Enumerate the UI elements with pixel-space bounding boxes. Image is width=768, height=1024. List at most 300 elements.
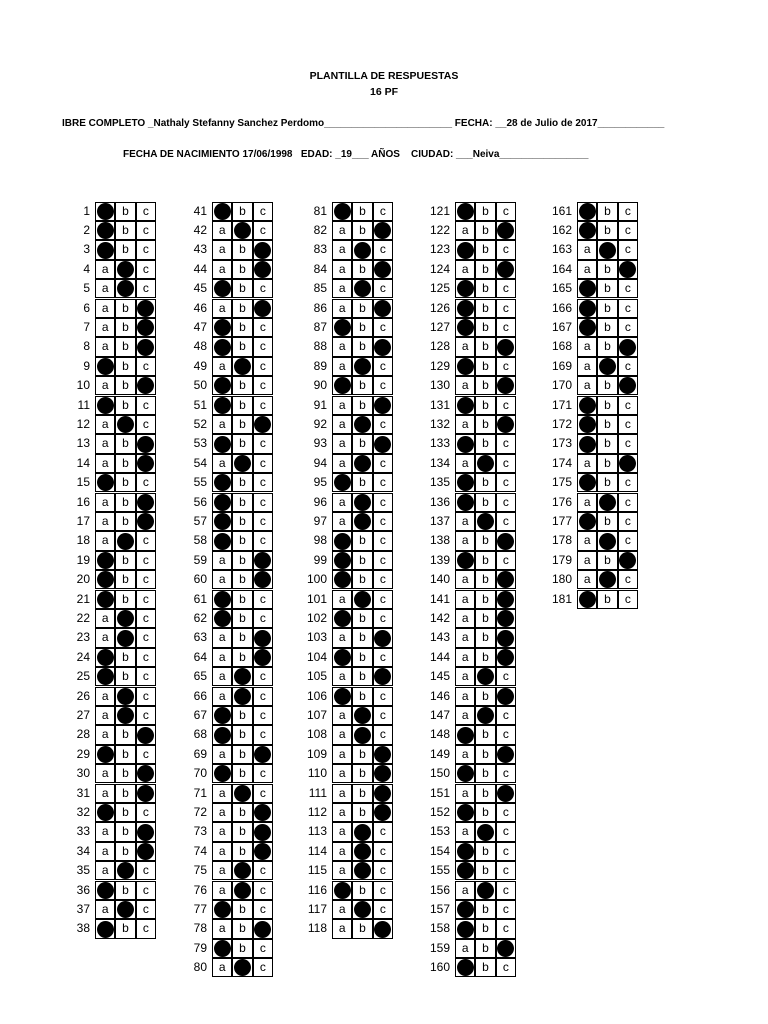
option-cell-a[interactable]: a <box>332 337 352 356</box>
option-cell-b[interactable]: b <box>352 745 372 764</box>
option-cell-b[interactable]: b <box>232 260 252 279</box>
option-cell-b[interactable]: b <box>115 454 135 473</box>
option-cell-a[interactable]: a <box>212 260 232 279</box>
option-cell-c[interactable]: c <box>253 434 273 453</box>
option-cell-b[interactable]: b <box>115 299 135 318</box>
option-cell-b[interactable]: b <box>352 473 372 492</box>
option-cell-c[interactable]: c <box>496 434 516 453</box>
option-cell-c[interactable]: c <box>136 279 156 298</box>
option-cell-b[interactable]: b <box>115 803 135 822</box>
option-cell-c[interactable]: c <box>253 376 273 395</box>
option-cell-b[interactable]: b <box>232 628 252 647</box>
option-cell-a[interactable]: a <box>455 939 475 958</box>
option-cell-b[interactable]: b <box>115 842 135 861</box>
option-cell-c[interactable]: c <box>136 415 156 434</box>
option-cell-a[interactable]: a <box>95 493 115 512</box>
option-cell-c[interactable]: c <box>496 900 516 919</box>
option-cell-b[interactable]: b <box>352 551 372 570</box>
option-cell-b[interactable]: b <box>352 803 372 822</box>
option-cell-a[interactable]: a <box>332 919 352 938</box>
option-cell-c[interactable]: c <box>496 842 516 861</box>
option-cell-a[interactable]: a <box>212 415 232 434</box>
option-cell-c[interactable]: c <box>136 260 156 279</box>
option-cell-a[interactable]: a <box>332 279 352 298</box>
option-cell-a[interactable]: a <box>212 803 232 822</box>
option-cell-a[interactable]: a <box>332 493 352 512</box>
option-cell-c[interactable]: c <box>136 628 156 647</box>
option-cell-b[interactable]: b <box>232 648 252 667</box>
option-cell-c[interactable]: c <box>373 415 393 434</box>
option-cell-a[interactable]: a <box>332 299 352 318</box>
option-cell-a[interactable]: a <box>95 822 115 841</box>
option-cell-b[interactable]: b <box>475 473 495 492</box>
option-cell-a[interactable]: a <box>212 357 232 376</box>
option-cell-b[interactable]: b <box>352 881 372 900</box>
option-cell-c[interactable]: c <box>496 202 516 221</box>
option-cell-a[interactable]: a <box>332 803 352 822</box>
option-cell-c[interactable]: c <box>136 900 156 919</box>
option-cell-a[interactable]: a <box>332 725 352 744</box>
option-cell-c[interactable]: c <box>496 299 516 318</box>
option-cell-c[interactable]: c <box>618 590 638 609</box>
option-cell-b[interactable]: b <box>115 881 135 900</box>
option-cell-c[interactable]: c <box>136 551 156 570</box>
option-cell-a[interactable]: a <box>577 337 597 356</box>
option-cell-b[interactable]: b <box>352 318 372 337</box>
option-cell-a[interactable]: a <box>332 357 352 376</box>
option-cell-c[interactable]: c <box>373 900 393 919</box>
option-cell-b[interactable]: b <box>597 551 617 570</box>
option-cell-c[interactable]: c <box>253 473 273 492</box>
option-cell-c[interactable]: c <box>496 822 516 841</box>
option-cell-b[interactable]: b <box>115 919 135 938</box>
option-cell-b[interactable]: b <box>232 919 252 938</box>
option-cell-c[interactable]: c <box>253 958 273 977</box>
option-cell-c[interactable]: c <box>373 454 393 473</box>
option-cell-a[interactable]: a <box>455 706 475 725</box>
option-cell-b[interactable]: b <box>115 725 135 744</box>
option-cell-b[interactable]: b <box>115 357 135 376</box>
option-cell-a[interactable]: a <box>577 493 597 512</box>
option-cell-c[interactable]: c <box>618 279 638 298</box>
option-cell-c[interactable]: c <box>373 279 393 298</box>
option-cell-c[interactable]: c <box>618 221 638 240</box>
option-cell-a[interactable]: a <box>332 861 352 880</box>
option-cell-c[interactable]: c <box>136 396 156 415</box>
option-cell-b[interactable]: b <box>475 958 495 977</box>
option-cell-a[interactable]: a <box>577 376 597 395</box>
option-cell-c[interactable]: c <box>496 512 516 531</box>
option-cell-c[interactable]: c <box>618 473 638 492</box>
option-cell-a[interactable]: a <box>455 667 475 686</box>
option-cell-b[interactable]: b <box>352 784 372 803</box>
option-cell-b[interactable]: b <box>475 609 495 628</box>
option-cell-c[interactable]: c <box>253 725 273 744</box>
option-cell-a[interactable]: a <box>455 628 475 647</box>
option-cell-c[interactable]: c <box>618 493 638 512</box>
option-cell-b[interactable]: b <box>232 240 252 259</box>
option-cell-a[interactable]: a <box>212 881 232 900</box>
option-cell-a[interactable]: a <box>212 745 232 764</box>
option-cell-a[interactable]: a <box>455 784 475 803</box>
option-cell-a[interactable]: a <box>577 551 597 570</box>
option-cell-c[interactable]: c <box>136 240 156 259</box>
option-cell-b[interactable]: b <box>475 260 495 279</box>
option-cell-c[interactable]: c <box>618 415 638 434</box>
option-cell-a[interactable]: a <box>95 415 115 434</box>
option-cell-a[interactable]: a <box>332 396 352 415</box>
option-cell-b[interactable]: b <box>475 318 495 337</box>
option-cell-b[interactable]: b <box>232 202 252 221</box>
option-cell-b[interactable]: b <box>352 667 372 686</box>
option-cell-b[interactable]: b <box>115 221 135 240</box>
option-cell-b[interactable]: b <box>232 512 252 531</box>
option-cell-b[interactable]: b <box>475 803 495 822</box>
option-cell-a[interactable]: a <box>332 260 352 279</box>
option-cell-b[interactable]: b <box>475 357 495 376</box>
option-cell-a[interactable]: a <box>332 822 352 841</box>
option-cell-a[interactable]: a <box>332 706 352 725</box>
option-cell-c[interactable]: c <box>373 706 393 725</box>
option-cell-a[interactable]: a <box>212 240 232 259</box>
option-cell-a[interactable]: a <box>577 240 597 259</box>
option-cell-c[interactable]: c <box>373 318 393 337</box>
option-cell-b[interactable]: b <box>352 376 372 395</box>
option-cell-c[interactable]: c <box>618 531 638 550</box>
option-cell-b[interactable]: b <box>475 279 495 298</box>
option-cell-c[interactable]: c <box>136 706 156 725</box>
option-cell-a[interactable]: a <box>95 299 115 318</box>
option-cell-c[interactable]: c <box>496 958 516 977</box>
option-cell-b[interactable]: b <box>115 376 135 395</box>
option-cell-a[interactable]: a <box>455 376 475 395</box>
option-cell-c[interactable]: c <box>373 551 393 570</box>
option-cell-c[interactable]: c <box>373 881 393 900</box>
option-cell-c[interactable]: c <box>373 570 393 589</box>
option-cell-a[interactable]: a <box>332 900 352 919</box>
option-cell-b[interactable]: b <box>115 570 135 589</box>
option-cell-a[interactable]: a <box>332 628 352 647</box>
option-cell-b[interactable]: b <box>232 764 252 783</box>
option-cell-b[interactable]: b <box>475 376 495 395</box>
option-cell-c[interactable]: c <box>373 822 393 841</box>
option-cell-a[interactable]: a <box>212 221 232 240</box>
option-cell-c[interactable]: c <box>136 357 156 376</box>
option-cell-c[interactable]: c <box>496 764 516 783</box>
option-cell-b[interactable]: b <box>232 376 252 395</box>
option-cell-b[interactable]: b <box>597 221 617 240</box>
option-cell-b[interactable]: b <box>475 590 495 609</box>
option-cell-c[interactable]: c <box>373 861 393 880</box>
option-cell-b[interactable]: b <box>475 221 495 240</box>
option-cell-a[interactable]: a <box>455 260 475 279</box>
option-cell-c[interactable]: c <box>136 803 156 822</box>
option-cell-b[interactable]: b <box>232 279 252 298</box>
option-cell-c[interactable]: c <box>253 531 273 550</box>
option-cell-a[interactable]: a <box>332 764 352 783</box>
option-cell-b[interactable]: b <box>597 434 617 453</box>
option-cell-c[interactable]: c <box>373 240 393 259</box>
option-cell-b[interactable]: b <box>232 299 252 318</box>
option-cell-c[interactable]: c <box>136 687 156 706</box>
option-cell-b[interactable]: b <box>232 745 252 764</box>
option-cell-b[interactable]: b <box>352 628 372 647</box>
option-cell-c[interactable]: c <box>496 551 516 570</box>
option-cell-a[interactable]: a <box>332 667 352 686</box>
option-cell-b[interactable]: b <box>115 473 135 492</box>
option-cell-b[interactable]: b <box>475 396 495 415</box>
option-cell-a[interactable]: a <box>212 299 232 318</box>
option-cell-c[interactable]: c <box>496 396 516 415</box>
option-cell-a[interactable]: a <box>455 881 475 900</box>
option-cell-b[interactable]: b <box>115 764 135 783</box>
option-cell-b[interactable]: b <box>232 706 252 725</box>
option-cell-b[interactable]: b <box>352 531 372 550</box>
option-cell-a[interactable]: a <box>95 376 115 395</box>
option-cell-b[interactable]: b <box>475 648 495 667</box>
option-cell-b[interactable]: b <box>475 434 495 453</box>
option-cell-a[interactable]: a <box>95 784 115 803</box>
option-cell-b[interactable]: b <box>352 337 372 356</box>
option-cell-c[interactable]: c <box>136 609 156 628</box>
option-cell-c[interactable]: c <box>496 667 516 686</box>
option-cell-c[interactable]: c <box>373 202 393 221</box>
option-cell-a[interactable]: a <box>212 919 232 938</box>
option-cell-c[interactable]: c <box>373 531 393 550</box>
option-cell-a[interactable]: a <box>455 454 475 473</box>
option-cell-a[interactable]: a <box>332 512 352 531</box>
option-cell-c[interactable]: c <box>618 240 638 259</box>
option-cell-c[interactable]: c <box>253 667 273 686</box>
option-cell-b[interactable]: b <box>115 240 135 259</box>
option-cell-b[interactable]: b <box>475 725 495 744</box>
option-cell-b[interactable]: b <box>232 473 252 492</box>
option-cell-a[interactable]: a <box>455 687 475 706</box>
option-cell-c[interactable]: c <box>253 337 273 356</box>
option-cell-b[interactable]: b <box>352 299 372 318</box>
option-cell-c[interactable]: c <box>253 861 273 880</box>
option-cell-b[interactable]: b <box>232 803 252 822</box>
option-cell-a[interactable]: a <box>212 667 232 686</box>
option-cell-c[interactable]: c <box>373 512 393 531</box>
option-cell-b[interactable]: b <box>232 609 252 628</box>
option-cell-c[interactable]: c <box>618 357 638 376</box>
option-cell-b[interactable]: b <box>115 318 135 337</box>
option-cell-c[interactable]: c <box>136 570 156 589</box>
option-cell-a[interactable]: a <box>95 454 115 473</box>
option-cell-b[interactable]: b <box>115 512 135 531</box>
option-cell-a[interactable]: a <box>212 648 232 667</box>
option-cell-b[interactable]: b <box>352 609 372 628</box>
option-cell-c[interactable]: c <box>253 279 273 298</box>
option-cell-b[interactable]: b <box>597 279 617 298</box>
option-cell-a[interactable]: a <box>455 745 475 764</box>
option-cell-a[interactable]: a <box>577 531 597 550</box>
option-cell-b[interactable]: b <box>475 570 495 589</box>
option-cell-c[interactable]: c <box>253 221 273 240</box>
option-cell-b[interactable]: b <box>475 415 495 434</box>
option-cell-a[interactable]: a <box>95 900 115 919</box>
option-cell-c[interactable]: c <box>253 512 273 531</box>
option-cell-a[interactable]: a <box>212 958 232 977</box>
option-cell-a[interactable]: a <box>95 628 115 647</box>
option-cell-a[interactable]: a <box>212 454 232 473</box>
option-cell-a[interactable]: a <box>212 784 232 803</box>
option-cell-a[interactable]: a <box>455 822 475 841</box>
option-cell-b[interactable]: b <box>232 551 252 570</box>
option-cell-a[interactable]: a <box>332 590 352 609</box>
option-cell-b[interactable]: b <box>475 551 495 570</box>
option-cell-c[interactable]: c <box>253 202 273 221</box>
option-cell-c[interactable]: c <box>253 609 273 628</box>
option-cell-a[interactable]: a <box>95 531 115 550</box>
option-cell-b[interactable]: b <box>597 337 617 356</box>
option-cell-c[interactable]: c <box>373 376 393 395</box>
option-cell-a[interactable]: a <box>212 822 232 841</box>
option-cell-c[interactable]: c <box>136 667 156 686</box>
option-cell-b[interactable]: b <box>232 842 252 861</box>
option-cell-b[interactable]: b <box>475 628 495 647</box>
option-cell-b[interactable]: b <box>115 667 135 686</box>
option-cell-c[interactable]: c <box>496 881 516 900</box>
option-cell-b[interactable]: b <box>232 396 252 415</box>
option-cell-a[interactable]: a <box>332 454 352 473</box>
option-cell-a[interactable]: a <box>95 861 115 880</box>
option-cell-b[interactable]: b <box>597 318 617 337</box>
option-cell-c[interactable]: c <box>373 590 393 609</box>
option-cell-a[interactable]: a <box>332 240 352 259</box>
option-cell-c[interactable]: c <box>136 881 156 900</box>
option-cell-b[interactable]: b <box>232 939 252 958</box>
option-cell-a[interactable]: a <box>95 764 115 783</box>
option-cell-b[interactable]: b <box>597 299 617 318</box>
option-cell-b[interactable]: b <box>352 260 372 279</box>
option-cell-c[interactable]: c <box>496 725 516 744</box>
option-cell-c[interactable]: c <box>136 861 156 880</box>
option-cell-a[interactable]: a <box>577 454 597 473</box>
option-cell-c[interactable]: c <box>373 725 393 744</box>
option-cell-c[interactable]: c <box>253 357 273 376</box>
option-cell-a[interactable]: a <box>455 570 475 589</box>
option-cell-c[interactable]: c <box>373 842 393 861</box>
option-cell-b[interactable]: b <box>352 648 372 667</box>
option-cell-c[interactable]: c <box>496 279 516 298</box>
option-cell-b[interactable]: b <box>115 784 135 803</box>
option-cell-c[interactable]: c <box>136 202 156 221</box>
option-cell-c[interactable]: c <box>253 784 273 803</box>
option-cell-a[interactable]: a <box>95 842 115 861</box>
option-cell-b[interactable]: b <box>597 473 617 492</box>
option-cell-c[interactable]: c <box>618 396 638 415</box>
option-cell-c[interactable]: c <box>496 493 516 512</box>
option-cell-c[interactable]: c <box>618 512 638 531</box>
option-cell-b[interactable]: b <box>115 648 135 667</box>
option-cell-c[interactable]: c <box>253 454 273 473</box>
option-cell-c[interactable]: c <box>373 473 393 492</box>
option-cell-c[interactable]: c <box>618 202 638 221</box>
option-cell-c[interactable]: c <box>253 318 273 337</box>
option-cell-b[interactable]: b <box>352 396 372 415</box>
option-cell-b[interactable]: b <box>352 202 372 221</box>
option-cell-a[interactable]: a <box>332 842 352 861</box>
option-cell-b[interactable]: b <box>475 493 495 512</box>
option-cell-a[interactable]: a <box>212 551 232 570</box>
option-cell-c[interactable]: c <box>496 357 516 376</box>
option-cell-b[interactable]: b <box>597 454 617 473</box>
option-cell-a[interactable]: a <box>455 609 475 628</box>
option-cell-c[interactable]: c <box>136 590 156 609</box>
option-cell-c[interactable]: c <box>496 318 516 337</box>
option-cell-b[interactable]: b <box>232 725 252 744</box>
option-cell-a[interactable]: a <box>95 279 115 298</box>
option-cell-b[interactable]: b <box>597 415 617 434</box>
option-cell-b[interactable]: b <box>115 493 135 512</box>
option-cell-a[interactable]: a <box>95 318 115 337</box>
option-cell-b[interactable]: b <box>352 764 372 783</box>
option-cell-b[interactable]: b <box>115 590 135 609</box>
option-cell-a[interactable]: a <box>455 337 475 356</box>
option-cell-b[interactable]: b <box>475 900 495 919</box>
option-cell-a[interactable]: a <box>455 512 475 531</box>
option-cell-b[interactable]: b <box>597 590 617 609</box>
option-cell-a[interactable]: a <box>95 609 115 628</box>
option-cell-a[interactable]: a <box>212 570 232 589</box>
option-cell-b[interactable]: b <box>352 570 372 589</box>
option-cell-b[interactable]: b <box>232 318 252 337</box>
option-cell-c[interactable]: c <box>253 706 273 725</box>
option-cell-b[interactable]: b <box>115 745 135 764</box>
option-cell-c[interactable]: c <box>136 221 156 240</box>
option-cell-b[interactable]: b <box>597 376 617 395</box>
option-cell-a[interactable]: a <box>455 415 475 434</box>
option-cell-b[interactable]: b <box>115 822 135 841</box>
option-cell-a[interactable]: a <box>332 784 352 803</box>
option-cell-a[interactable]: a <box>577 357 597 376</box>
option-cell-b[interactable]: b <box>597 202 617 221</box>
option-cell-b[interactable]: b <box>352 919 372 938</box>
option-cell-b[interactable]: b <box>475 939 495 958</box>
option-cell-c[interactable]: c <box>253 687 273 706</box>
option-cell-a[interactable]: a <box>332 221 352 240</box>
option-cell-b[interactable]: b <box>352 434 372 453</box>
option-cell-c[interactable]: c <box>136 919 156 938</box>
option-cell-b[interactable]: b <box>597 260 617 279</box>
option-cell-b[interactable]: b <box>232 822 252 841</box>
option-cell-c[interactable]: c <box>618 299 638 318</box>
option-cell-a[interactable]: a <box>455 648 475 667</box>
option-cell-a[interactable]: a <box>212 861 232 880</box>
option-cell-b[interactable]: b <box>597 512 617 531</box>
option-cell-a[interactable]: a <box>332 415 352 434</box>
option-cell-c[interactable]: c <box>373 357 393 376</box>
option-cell-b[interactable]: b <box>115 551 135 570</box>
option-cell-a[interactable]: a <box>212 687 232 706</box>
option-cell-b[interactable]: b <box>232 570 252 589</box>
option-cell-c[interactable]: c <box>496 861 516 880</box>
option-cell-a[interactable]: a <box>95 687 115 706</box>
option-cell-c[interactable]: c <box>496 803 516 822</box>
option-cell-b[interactable]: b <box>232 337 252 356</box>
option-cell-a[interactable]: a <box>332 434 352 453</box>
option-cell-b[interactable]: b <box>115 434 135 453</box>
option-cell-b[interactable]: b <box>597 396 617 415</box>
option-cell-c[interactable]: c <box>373 493 393 512</box>
option-cell-a[interactable]: a <box>95 337 115 356</box>
option-cell-c[interactable]: c <box>136 531 156 550</box>
option-cell-b[interactable]: b <box>475 202 495 221</box>
option-cell-b[interactable]: b <box>352 687 372 706</box>
option-cell-c[interactable]: c <box>253 764 273 783</box>
